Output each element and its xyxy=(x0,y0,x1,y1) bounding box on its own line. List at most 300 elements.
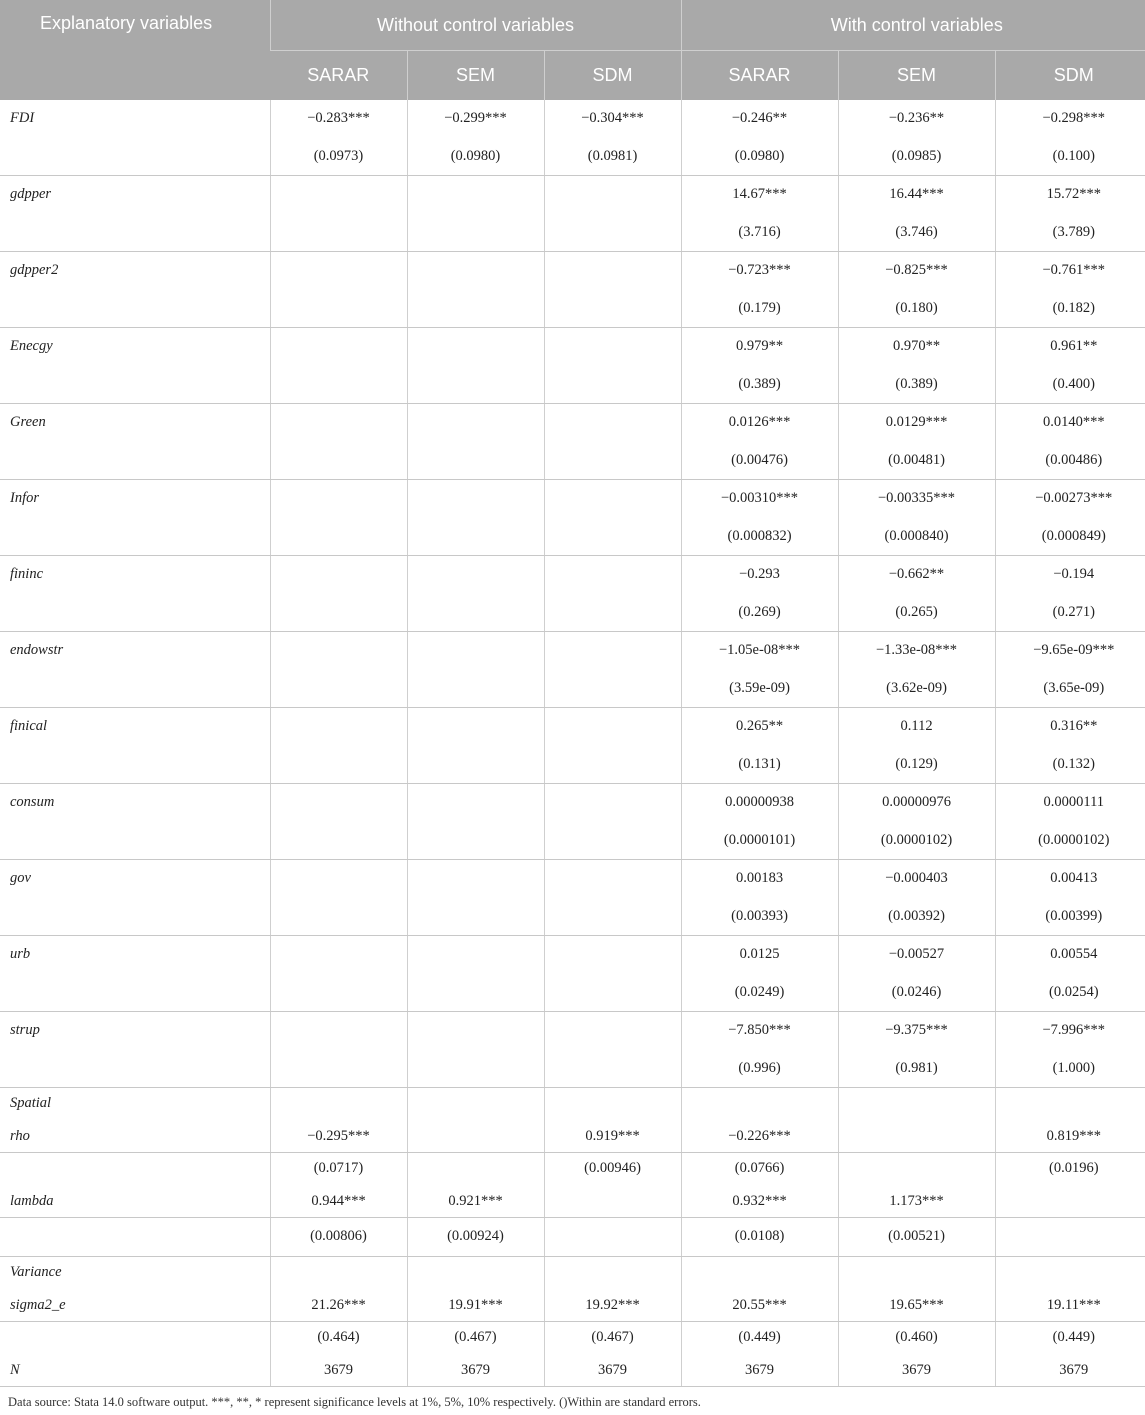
se-cell: (0.132) xyxy=(995,746,1145,784)
variable-name xyxy=(0,1321,270,1386)
variable-name-empty xyxy=(0,366,270,404)
value-stack xyxy=(275,1095,403,1145)
value-stack xyxy=(549,1095,677,1145)
coef-cell xyxy=(407,1012,544,1050)
variable-name-empty xyxy=(0,442,270,480)
value-cell xyxy=(681,1321,838,1386)
coef-cell xyxy=(544,404,681,442)
value-stack xyxy=(1000,1264,1145,1314)
value-cell xyxy=(995,1321,1145,1386)
se-cell: (0.389) xyxy=(838,366,995,404)
coef-row xyxy=(0,252,1145,290)
se-cell xyxy=(544,214,681,252)
coef-cell xyxy=(544,708,681,746)
coef-cell: −0.283*** xyxy=(270,100,407,138)
coef-cell: 0.979** xyxy=(681,328,838,366)
value-cell xyxy=(838,1256,995,1321)
value-top: (0.460) xyxy=(895,1328,938,1345)
coef-cell: 0.00413 xyxy=(995,860,1145,898)
se-cell: (0.000849) xyxy=(995,518,1145,556)
value-cell xyxy=(995,1153,1145,1218)
value-bottom: 0.919*** xyxy=(585,1128,640,1144)
se-cell: (0.0000102) xyxy=(838,822,995,860)
se-row xyxy=(0,442,1145,480)
se-cell: (0.131) xyxy=(681,746,838,784)
variable-name: strup xyxy=(10,1022,40,1039)
value-bottom: 20.55*** xyxy=(732,1296,787,1313)
se-cell xyxy=(270,594,407,632)
coef-row xyxy=(0,176,1145,214)
se-cell: (0.0980) xyxy=(681,138,838,176)
value-stack xyxy=(275,1264,403,1314)
coef-cell: −0.000403 xyxy=(838,860,995,898)
value-top: (0.0766) xyxy=(734,1160,785,1176)
value-top: (0.464) xyxy=(317,1328,360,1345)
coef-cell xyxy=(544,632,681,670)
se-row xyxy=(0,822,1145,860)
value-cell xyxy=(270,1153,407,1218)
se-cell: (0.179) xyxy=(681,290,838,328)
header-explanatory-variables: Explanatory variables xyxy=(0,0,270,100)
coef-cell: 0.265** xyxy=(681,708,838,746)
variable-name: gdpper xyxy=(10,186,52,203)
se-cell: (3.59e-09) xyxy=(681,670,838,708)
se-cell xyxy=(270,822,407,860)
variable-name-empty xyxy=(0,518,270,556)
coef-cell: 0.00000976 xyxy=(838,784,995,822)
value-stack xyxy=(686,1329,834,1379)
table-note: Data source: Stata 14.0 software output. ***, **, * represent significance levels at 1%, 5%, 10% respectively. ()Within are standard errors. xyxy=(8,1394,701,1409)
label-top: Variance xyxy=(10,1263,62,1280)
coef-cell xyxy=(270,784,407,822)
se-cell: (0.129) xyxy=(838,746,995,784)
value-stack xyxy=(412,1264,540,1314)
coef-cell: −0.304*** xyxy=(544,100,681,138)
se-cell: (0.180) xyxy=(838,290,995,328)
se-cell xyxy=(407,822,544,860)
value-stack xyxy=(549,1264,677,1314)
se-cell xyxy=(270,214,407,252)
value-stack xyxy=(843,1160,991,1210)
value-stack xyxy=(549,1160,677,1210)
label-stack xyxy=(10,1329,266,1379)
label-stack xyxy=(10,1264,266,1314)
se-cell xyxy=(270,518,407,556)
value-cell xyxy=(838,1153,995,1218)
se-cell: (3.746) xyxy=(838,214,995,252)
variance-sigma-row xyxy=(0,1256,1145,1321)
se-cell xyxy=(544,746,681,784)
se-cell xyxy=(270,746,407,784)
value-bottom: 19.92*** xyxy=(585,1296,640,1313)
value-stack xyxy=(549,1329,677,1379)
se-row xyxy=(0,746,1145,784)
value-cell xyxy=(681,1088,838,1153)
coef-cell: −0.825*** xyxy=(838,252,995,290)
se-cell xyxy=(407,290,544,328)
value-cell xyxy=(407,1153,544,1218)
se-cell: (0.100) xyxy=(995,138,1145,176)
coef-cell: 15.72*** xyxy=(995,176,1145,214)
coef-cell xyxy=(544,556,681,594)
coef-row xyxy=(0,1012,1145,1050)
header-model: SDM xyxy=(995,51,1145,101)
value-stack xyxy=(686,1095,834,1145)
coef-cell xyxy=(270,404,407,442)
coef-cell xyxy=(407,708,544,746)
coef-cell xyxy=(407,252,544,290)
value-stack xyxy=(686,1160,834,1210)
se-cell: (0.000840) xyxy=(838,518,995,556)
se-cell xyxy=(270,366,407,404)
se-cell: (0.0254) xyxy=(995,974,1145,1012)
value-bottom: 19.11*** xyxy=(1046,1296,1101,1313)
coef-cell xyxy=(407,936,544,974)
se-cell: (0.00392) xyxy=(838,898,995,936)
coef-cell xyxy=(544,328,681,366)
coef-cell: −0.299*** xyxy=(407,100,544,138)
se-cell xyxy=(407,746,544,784)
se-cell xyxy=(407,442,544,480)
value-top: (0.467) xyxy=(454,1328,497,1345)
se-cell: (0.00399) xyxy=(995,898,1145,936)
value-bottom: 3679 xyxy=(745,1361,775,1378)
value-stack xyxy=(412,1095,540,1145)
se-cell xyxy=(407,214,544,252)
coef-cell xyxy=(544,252,681,290)
variable-name-empty xyxy=(0,138,270,176)
value-stack xyxy=(843,1264,991,1314)
coef-cell: −0.00527 xyxy=(838,936,995,974)
se-cell: (0.00924) xyxy=(407,1218,544,1257)
variable-name-empty xyxy=(0,746,270,784)
coef-row xyxy=(0,404,1145,442)
coef-cell: 0.00554 xyxy=(995,936,1145,974)
se-row xyxy=(0,518,1145,556)
value-cell xyxy=(270,1088,407,1153)
se-cell: (0.000832) xyxy=(681,518,838,556)
coef-row xyxy=(0,860,1145,898)
value-bottom: 0.921*** xyxy=(448,1193,503,1209)
value-bottom: 3679 xyxy=(598,1361,628,1378)
variable-name xyxy=(0,1256,270,1321)
se-cell: (0.0980) xyxy=(407,138,544,176)
se-cell: (0.0000102) xyxy=(995,822,1145,860)
value-stack xyxy=(843,1095,991,1145)
coef-cell: −1.33e-08*** xyxy=(838,632,995,670)
variable-name: Enecgy xyxy=(10,338,53,355)
value-bottom: 19.91*** xyxy=(448,1296,503,1313)
coef-cell: 0.112 xyxy=(838,708,995,746)
coef-cell: −7.850*** xyxy=(681,1012,838,1050)
value-cell xyxy=(681,1153,838,1218)
coef-cell xyxy=(270,252,407,290)
value-bottom: 0.944*** xyxy=(311,1193,366,1209)
coef-cell: −7.996*** xyxy=(995,1012,1145,1050)
label-bottom: lambda xyxy=(10,1193,54,1209)
variable-name: Infor xyxy=(10,490,39,507)
variable-name-empty xyxy=(0,290,270,328)
header-model: SARAR xyxy=(681,51,838,101)
coef-cell xyxy=(407,632,544,670)
se-cell xyxy=(544,366,681,404)
header-with-controls: With control variables xyxy=(681,0,1145,51)
variable-name-empty xyxy=(0,822,270,860)
value-bottom: 1.173*** xyxy=(889,1193,944,1209)
value-cell xyxy=(995,1256,1145,1321)
coef-cell xyxy=(270,936,407,974)
coef-cell xyxy=(270,480,407,518)
variable-name: endowstr xyxy=(10,642,64,659)
coef-cell xyxy=(407,480,544,518)
se-row xyxy=(0,1050,1145,1088)
coef-cell xyxy=(270,708,407,746)
se-cell xyxy=(544,670,681,708)
table-header xyxy=(0,0,1145,100)
coef-cell: −0.293 xyxy=(681,556,838,594)
coef-cell xyxy=(544,860,681,898)
se-cell xyxy=(544,1218,681,1257)
header-model: SARAR xyxy=(270,51,407,101)
value-stack xyxy=(686,1264,834,1314)
spatial-rho-row xyxy=(0,1088,1145,1153)
coef-cell xyxy=(544,1012,681,1050)
variable-name-empty xyxy=(0,214,270,252)
coef-cell: −0.723*** xyxy=(681,252,838,290)
coef-cell: 0.0129*** xyxy=(838,404,995,442)
value-cell xyxy=(681,1256,838,1321)
value-cell xyxy=(270,1256,407,1321)
header-model: SEM xyxy=(407,51,544,101)
value-cell xyxy=(544,1088,681,1153)
variable-name xyxy=(0,1088,270,1153)
value-cell xyxy=(407,1088,544,1153)
se-cell xyxy=(407,518,544,556)
se-row xyxy=(0,290,1145,328)
coef-cell: −0.00335*** xyxy=(838,480,995,518)
variable-name: urb xyxy=(10,946,31,963)
se-cell: (1.000) xyxy=(995,1050,1145,1088)
label-bottom: N xyxy=(10,1361,20,1378)
value-stack xyxy=(1000,1095,1145,1145)
coef-cell xyxy=(544,784,681,822)
coef-row xyxy=(0,328,1145,366)
se-cell xyxy=(544,898,681,936)
se-cell: (0.00481) xyxy=(838,442,995,480)
coef-cell xyxy=(407,860,544,898)
value-bottom: 3679 xyxy=(461,1361,490,1378)
label-bottom: sigma2_e xyxy=(10,1296,66,1313)
coef-cell: 0.961** xyxy=(995,328,1145,366)
value-top: (0.467) xyxy=(591,1328,634,1345)
coef-cell: −1.05e-08*** xyxy=(681,632,838,670)
variable-name-empty xyxy=(0,1050,270,1088)
se-row xyxy=(0,138,1145,176)
coef-cell: 0.0140*** xyxy=(995,404,1145,442)
se-cell: (0.996) xyxy=(681,1050,838,1088)
value-top: (0.00946) xyxy=(584,1160,641,1176)
se-cell: (0.0981) xyxy=(544,138,681,176)
value-stack xyxy=(275,1160,403,1210)
coef-cell: 0.00000938 xyxy=(681,784,838,822)
se-cell xyxy=(544,518,681,556)
se-cell: (0.00486) xyxy=(995,442,1145,480)
coef-cell xyxy=(270,328,407,366)
se-cell xyxy=(270,670,407,708)
se-row xyxy=(0,670,1145,708)
coef-cell: −0.298*** xyxy=(995,100,1145,138)
coef-cell xyxy=(270,1012,407,1050)
se-cell xyxy=(407,898,544,936)
se-cell xyxy=(270,290,407,328)
se-cell xyxy=(270,442,407,480)
value-bottom: −0.226*** xyxy=(728,1128,791,1144)
coef-cell xyxy=(407,556,544,594)
se-cell xyxy=(544,974,681,1012)
value-stack xyxy=(412,1329,540,1379)
coef-cell: −0.246** xyxy=(681,100,838,138)
coef-cell xyxy=(270,632,407,670)
value-stack xyxy=(1000,1160,1145,1210)
se-cell: (3.62e-09) xyxy=(838,670,995,708)
value-bottom: 0.819*** xyxy=(1046,1128,1101,1144)
variable-name-empty xyxy=(0,670,270,708)
value-stack xyxy=(275,1329,403,1379)
coef-cell: 0.970** xyxy=(838,328,995,366)
se-cell xyxy=(407,366,544,404)
se-cell: (0.00806) xyxy=(270,1218,407,1257)
se-cell: (0.0000101) xyxy=(681,822,838,860)
value-stack xyxy=(1000,1329,1145,1379)
value-stack xyxy=(412,1160,540,1210)
value-cell xyxy=(995,1088,1145,1153)
se-cell: (0.00476) xyxy=(681,442,838,480)
coef-row xyxy=(0,556,1145,594)
se-cell xyxy=(995,1218,1145,1257)
value-top: (0.449) xyxy=(738,1328,781,1345)
coef-cell xyxy=(270,176,407,214)
value-bottom: 3679 xyxy=(902,1361,932,1378)
se-cell xyxy=(407,670,544,708)
se-cell xyxy=(270,974,407,1012)
variable-name: FDI xyxy=(10,110,35,127)
sigma-se-n-row xyxy=(0,1321,1145,1386)
rho-se-lambda-row xyxy=(0,1153,1145,1218)
value-bottom: 19.65*** xyxy=(889,1296,944,1313)
variable-name-empty xyxy=(0,974,270,1012)
value-cell xyxy=(544,1256,681,1321)
se-cell xyxy=(270,1050,407,1088)
header-without-controls: Without control variables xyxy=(270,0,681,51)
value-bottom: 21.26*** xyxy=(311,1296,366,1313)
value-top: (0.0717) xyxy=(313,1160,364,1176)
se-cell: (0.0108) xyxy=(681,1218,838,1257)
se-cell xyxy=(407,594,544,632)
coef-cell: 0.0000111 xyxy=(995,784,1145,822)
se-cell xyxy=(544,822,681,860)
coef-row xyxy=(0,100,1145,138)
variable-name: fininc xyxy=(10,566,44,583)
variable-name: finical xyxy=(10,718,48,735)
se-cell: (3.65e-09) xyxy=(995,670,1145,708)
coef-cell xyxy=(544,936,681,974)
se-cell xyxy=(544,594,681,632)
coef-cell: 0.316** xyxy=(995,708,1145,746)
se-cell xyxy=(544,290,681,328)
value-cell xyxy=(544,1321,681,1386)
label-top: Spatial xyxy=(10,1095,52,1111)
value-bottom: −0.295*** xyxy=(307,1128,370,1144)
se-cell: (3.716) xyxy=(681,214,838,252)
coef-cell xyxy=(544,176,681,214)
coef-cell: 16.44*** xyxy=(838,176,995,214)
coef-row xyxy=(0,936,1145,974)
coef-cell xyxy=(407,176,544,214)
label-stack xyxy=(10,1095,266,1145)
se-cell xyxy=(407,1050,544,1088)
se-row xyxy=(0,898,1145,936)
se-cell xyxy=(407,974,544,1012)
se-row xyxy=(0,214,1145,252)
variable-name: gov xyxy=(10,870,31,887)
se-cell: (0.00393) xyxy=(681,898,838,936)
se-cell xyxy=(544,1050,681,1088)
coef-row xyxy=(0,708,1145,746)
se-cell: (0.265) xyxy=(838,594,995,632)
value-bottom: 3679 xyxy=(324,1361,353,1378)
se-cell: (0.0973) xyxy=(270,138,407,176)
coef-cell: −9.375*** xyxy=(838,1012,995,1050)
se-row xyxy=(0,1218,1145,1257)
value-top: (0.449) xyxy=(1052,1328,1095,1345)
variable-name-empty xyxy=(0,594,270,632)
value-cell xyxy=(407,1256,544,1321)
header-model: SEM xyxy=(838,51,995,101)
se-cell: (0.182) xyxy=(995,290,1145,328)
value-cell xyxy=(838,1088,995,1153)
coef-row xyxy=(0,784,1145,822)
se-cell: (3.789) xyxy=(995,214,1145,252)
value-cell xyxy=(838,1321,995,1386)
se-cell: (0.389) xyxy=(681,366,838,404)
value-stack xyxy=(843,1329,991,1379)
label-stack xyxy=(10,1160,266,1210)
se-cell xyxy=(270,898,407,936)
se-cell: (0.269) xyxy=(681,594,838,632)
coef-cell xyxy=(270,556,407,594)
variable-name: gdpper2 xyxy=(10,262,59,279)
coef-cell xyxy=(407,784,544,822)
value-cell xyxy=(544,1153,681,1218)
value-cell xyxy=(270,1321,407,1386)
se-cell: (0.271) xyxy=(995,594,1145,632)
coef-cell: 0.00183 xyxy=(681,860,838,898)
se-row xyxy=(0,366,1145,404)
variable-name xyxy=(0,1153,270,1218)
se-cell: (0.0246) xyxy=(838,974,995,1012)
coef-cell xyxy=(407,404,544,442)
se-row xyxy=(0,594,1145,632)
se-cell: (0.0985) xyxy=(838,138,995,176)
variable-name-empty xyxy=(0,1218,270,1257)
coef-cell: −9.65e-09*** xyxy=(995,632,1145,670)
variable-name: Green xyxy=(10,414,46,431)
coef-cell: −0.236** xyxy=(838,100,995,138)
coef-cell: −0.00273*** xyxy=(995,480,1145,518)
value-bottom: 3679 xyxy=(1059,1361,1089,1378)
coef-row xyxy=(0,480,1145,518)
variable-name-empty xyxy=(0,898,270,936)
